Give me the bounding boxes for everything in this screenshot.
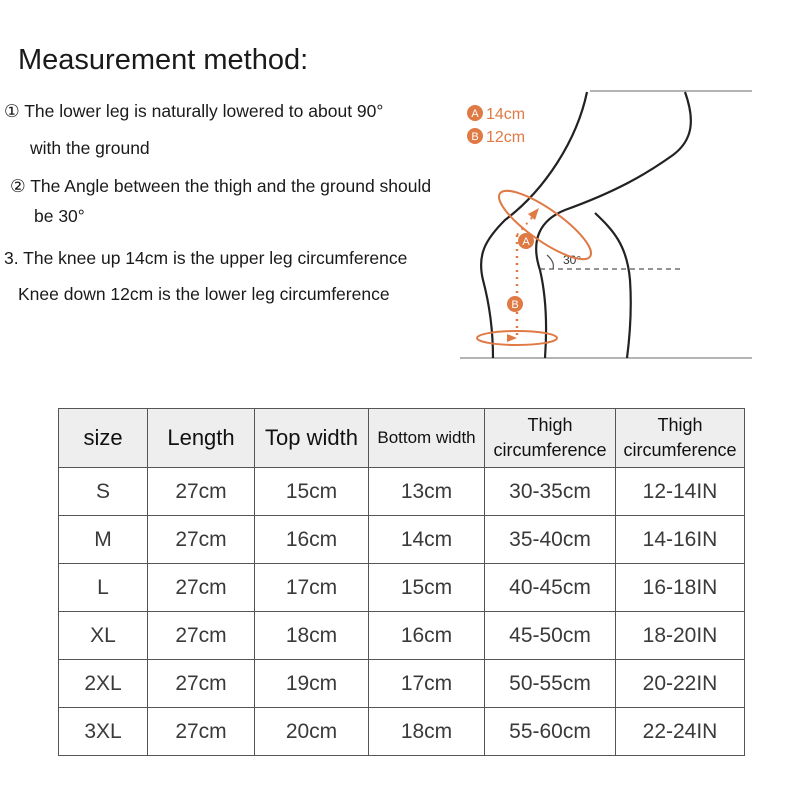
cell-bottom-width: 18cm	[369, 708, 485, 756]
table-row	[59, 468, 745, 516]
knee-measurement-diagram	[455, 80, 755, 370]
cell-top-width: 16cm	[255, 516, 369, 564]
cell-size: S	[59, 468, 148, 516]
cell-thigh-circumference-cm: 45-50cm	[485, 612, 616, 660]
angle-label: 30°	[563, 253, 582, 267]
cell-top-width: 15cm	[255, 468, 369, 516]
cell-bottom-width: 15cm	[369, 564, 485, 612]
header-top-width: Top width	[255, 409, 369, 468]
header-thigh-circumference-cm: Thigh circumference	[485, 409, 616, 468]
step-1-line-2: with the ground	[30, 138, 150, 158]
page-title: Measurement method:	[18, 44, 309, 76]
cell-thigh-circumference-in: 14-16IN	[616, 516, 745, 564]
cell-top-width: 17cm	[255, 564, 369, 612]
cell-thigh-circumference-in: 16-18IN	[616, 564, 745, 612]
table-row	[59, 612, 745, 660]
cell-bottom-width: 13cm	[369, 468, 485, 516]
cell-size: L	[59, 564, 148, 612]
cell-length: 27cm	[148, 564, 255, 612]
header-length: Length	[148, 409, 255, 468]
header-thigh-circumference-in: Thigh circumference	[616, 409, 745, 468]
header-size: size	[59, 409, 148, 468]
cell-thigh-circumference-cm: 35-40cm	[485, 516, 616, 564]
cell-size: 3XL	[59, 708, 148, 756]
table-row	[59, 660, 745, 708]
shin-outline	[595, 213, 631, 358]
cell-length: 27cm	[148, 660, 255, 708]
size-table	[58, 408, 745, 756]
table-header-row	[59, 409, 745, 468]
cell-bottom-width: 16cm	[369, 612, 485, 660]
leg-outline-front	[536, 92, 691, 358]
step-3-line-2: Knee down 12cm is the lower leg circumference	[18, 284, 390, 304]
step-2-line-1: ② The Angle between the thigh and the ground should	[10, 176, 432, 196]
cell-top-width: 19cm	[255, 660, 369, 708]
angle-arc	[547, 255, 553, 269]
up-arrow-head	[528, 208, 539, 220]
cell-thigh-circumference-in: 18-20IN	[616, 612, 745, 660]
cell-thigh-circumference-in: 20-22IN	[616, 660, 745, 708]
cell-size: XL	[59, 612, 148, 660]
cell-size: M	[59, 516, 148, 564]
table-row	[59, 564, 745, 612]
badge-b-letter: B	[511, 299, 519, 311]
badge-a-letter: A	[522, 236, 530, 248]
header-bottom-width: Bottom width	[369, 409, 485, 468]
legend-b-value: 12cm	[486, 129, 526, 146]
cell-length: 27cm	[148, 708, 255, 756]
cell-thigh-circumference-cm: 55-60cm	[485, 708, 616, 756]
legend-a-letter: A	[471, 108, 479, 120]
cell-length: 27cm	[148, 516, 255, 564]
table-row	[59, 708, 745, 756]
cell-top-width: 20cm	[255, 708, 369, 756]
calf-arrow-head	[507, 334, 517, 342]
legend-b-letter: B	[471, 131, 479, 143]
cell-length: 27cm	[148, 468, 255, 516]
table-row	[59, 516, 745, 564]
legend-a-value: 14cm	[486, 106, 526, 123]
cell-bottom-width: 17cm	[369, 660, 485, 708]
cell-thigh-circumference-cm: 30-35cm	[485, 468, 616, 516]
cell-thigh-circumference-cm: 40-45cm	[485, 564, 616, 612]
cell-thigh-circumference-in: 22-24IN	[616, 708, 745, 756]
cell-bottom-width: 14cm	[369, 516, 485, 564]
step-2-line-2: be 30°	[34, 206, 85, 226]
cell-thigh-circumference-in: 12-14IN	[616, 468, 745, 516]
cell-length: 27cm	[148, 612, 255, 660]
cell-thigh-circumference-cm: 50-55cm	[485, 660, 616, 708]
cell-top-width: 18cm	[255, 612, 369, 660]
cell-size: 2XL	[59, 660, 148, 708]
step-3-line-1: 3. The knee up 14cm is the upper leg circumference	[4, 248, 408, 268]
step-1-line-1: ① The lower leg is naturally lowered to about 90°	[4, 101, 384, 121]
